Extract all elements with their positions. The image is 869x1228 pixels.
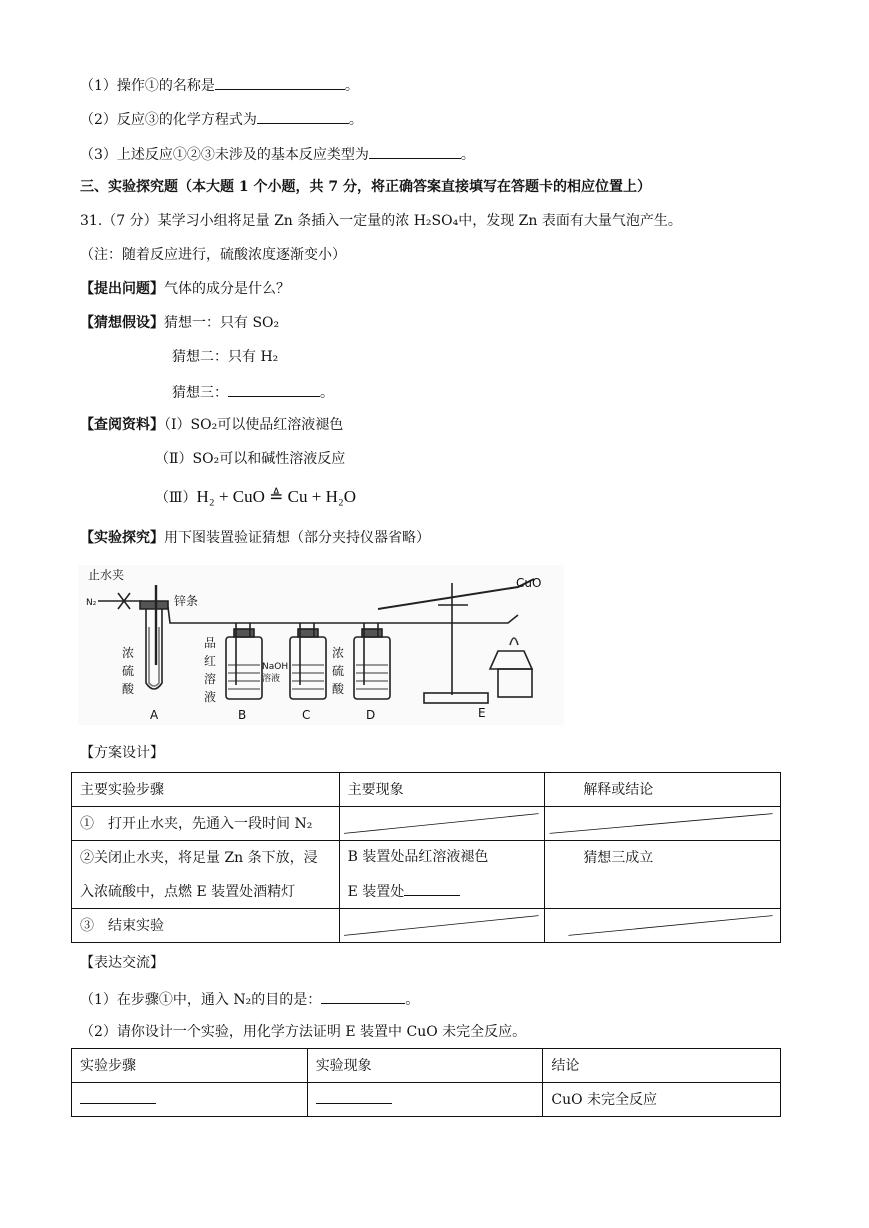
- label-c-liquid: 溶液: [262, 674, 281, 684]
- table-row: [72, 807, 781, 841]
- answer-blank[interactable]: [404, 880, 460, 896]
- plan-table: [71, 772, 781, 943]
- reference-line-2: （Ⅱ）SO₂可以和碱性溶液反应: [155, 451, 346, 467]
- table-row: [72, 1083, 781, 1117]
- hypothesis-line-3: 猜想三： 。: [172, 381, 334, 403]
- label-a: A: [150, 708, 159, 722]
- hypothesis-line-1: 【猜想假设】猜想一：只有 SO₂: [80, 315, 280, 331]
- apparatus-diagram: [78, 565, 564, 725]
- label-a-liquid: 酸: [122, 682, 135, 696]
- table-header: 主要现象: [339, 773, 545, 807]
- answer-blank[interactable]: [321, 988, 405, 1004]
- label-d-liquid: 硫: [332, 664, 345, 678]
- hypothesis-line-2: 猜想二：只有 H₂: [172, 349, 279, 365]
- label-e: E: [478, 706, 486, 720]
- express-question-1: （1）在步骤①中，通入 N₂的目的是： 。: [80, 988, 419, 1010]
- observation-cell: [307, 1083, 543, 1117]
- q31-note: （注：随着反应进行，硫酸浓度逐渐变小）: [80, 247, 346, 263]
- question-3: （3）上述反应①②③未涉及的基本反应类型为 。: [80, 143, 475, 165]
- answer-blank[interactable]: [228, 381, 320, 397]
- slashed-cell: [545, 909, 781, 943]
- table-header-row: [72, 773, 781, 807]
- label-c: C: [302, 708, 311, 722]
- label-b-liquid: 液: [204, 690, 217, 704]
- table-header-row: [72, 1049, 781, 1083]
- table-header: 结论: [543, 1049, 781, 1083]
- conclusion-cell: CuO 未完全反应: [543, 1083, 781, 1117]
- answer-blank[interactable]: [257, 108, 349, 124]
- question-2: （2）反应③的化学方程式为 。: [80, 108, 363, 130]
- verify-table: [71, 1048, 781, 1117]
- answer-blank[interactable]: [369, 143, 461, 159]
- section-title: 三、实验探究题（本大题 1 个小题，共 7 分，将正确答案直接填写在答题卡的相应位置上）: [80, 179, 651, 195]
- label-d-liquid: 浓: [332, 646, 345, 660]
- table-header: 主要实验步骤: [72, 773, 340, 807]
- slashed-cell: [545, 807, 781, 841]
- problem-line: 【提出问题】气体的成分是什么？: [80, 281, 290, 297]
- label-n2: N₂: [86, 598, 97, 608]
- table-row: [72, 841, 781, 909]
- step-cell: [72, 1083, 308, 1117]
- label-clamp: 止水夹: [88, 568, 125, 582]
- express-question-2: （2）请你设计一个实验，用化学方法证明 E 装置中 CuO 未完全反应。: [80, 1024, 527, 1040]
- answer-blank[interactable]: [215, 74, 345, 90]
- label-cuo: CuO: [516, 576, 542, 590]
- reference-line-3: （Ⅲ）H₂ + CuO ≜ Cu + H₂O: [155, 487, 357, 506]
- question-1: （1）操作①的名称是 。: [80, 74, 359, 96]
- table-header: 实验现象: [307, 1049, 543, 1083]
- conclusion-cell: 猜想三成立: [545, 841, 781, 909]
- label-b-liquid: 溶: [204, 672, 217, 686]
- table-row: [72, 909, 781, 943]
- q31-intro: 31.（7 分）某学习小组将足量 Zn 条插入一定量的浓 H₂SO₄中，发现 Zn 表面有大量气泡产生。: [80, 213, 682, 229]
- label-a-liquid: 硫: [122, 664, 135, 678]
- plan-label: 【方案设计】: [80, 745, 164, 761]
- equation: H₂ + CuO ≜ Cu + H₂O: [196, 487, 357, 506]
- label-zinc: 锌条: [174, 594, 199, 608]
- express-label: 【表达交流】: [80, 955, 164, 971]
- label-b-liquid: 红: [204, 654, 217, 668]
- slashed-cell: [339, 909, 545, 943]
- label-d: D: [366, 708, 376, 722]
- label-a-liquid: 浓: [122, 646, 135, 660]
- table-header: 解释或结论: [545, 773, 781, 807]
- label-b-liquid: 品: [204, 636, 217, 650]
- label-c-liquid: NaOH: [262, 662, 289, 672]
- reference-line-1: 【查阅资料】（Ⅰ）SO₂可以使品红溶液褪色: [80, 417, 344, 433]
- table-header: 实验步骤: [72, 1049, 308, 1083]
- observation-cell: B 装置处品红溶液褪色 E 装置处: [339, 841, 545, 909]
- step-cell: ① 打开止水夹，先通入一段时间 N₂: [72, 807, 340, 841]
- slashed-cell: [339, 807, 545, 841]
- label-d-liquid: 酸: [332, 682, 345, 696]
- answer-blank[interactable]: [80, 1088, 156, 1104]
- step-cell: ②关闭止水夹，将足量 Zn 条下放，浸 入浓硫酸中，点燃 E 装置处酒精灯: [72, 841, 340, 909]
- step-cell: ③ 结束实验: [72, 909, 340, 943]
- label-b: B: [238, 708, 247, 722]
- answer-blank[interactable]: [316, 1088, 392, 1104]
- explore-line: 【实验探究】用下图装置验证猜想（部分夹持仪器省略）: [80, 530, 430, 546]
